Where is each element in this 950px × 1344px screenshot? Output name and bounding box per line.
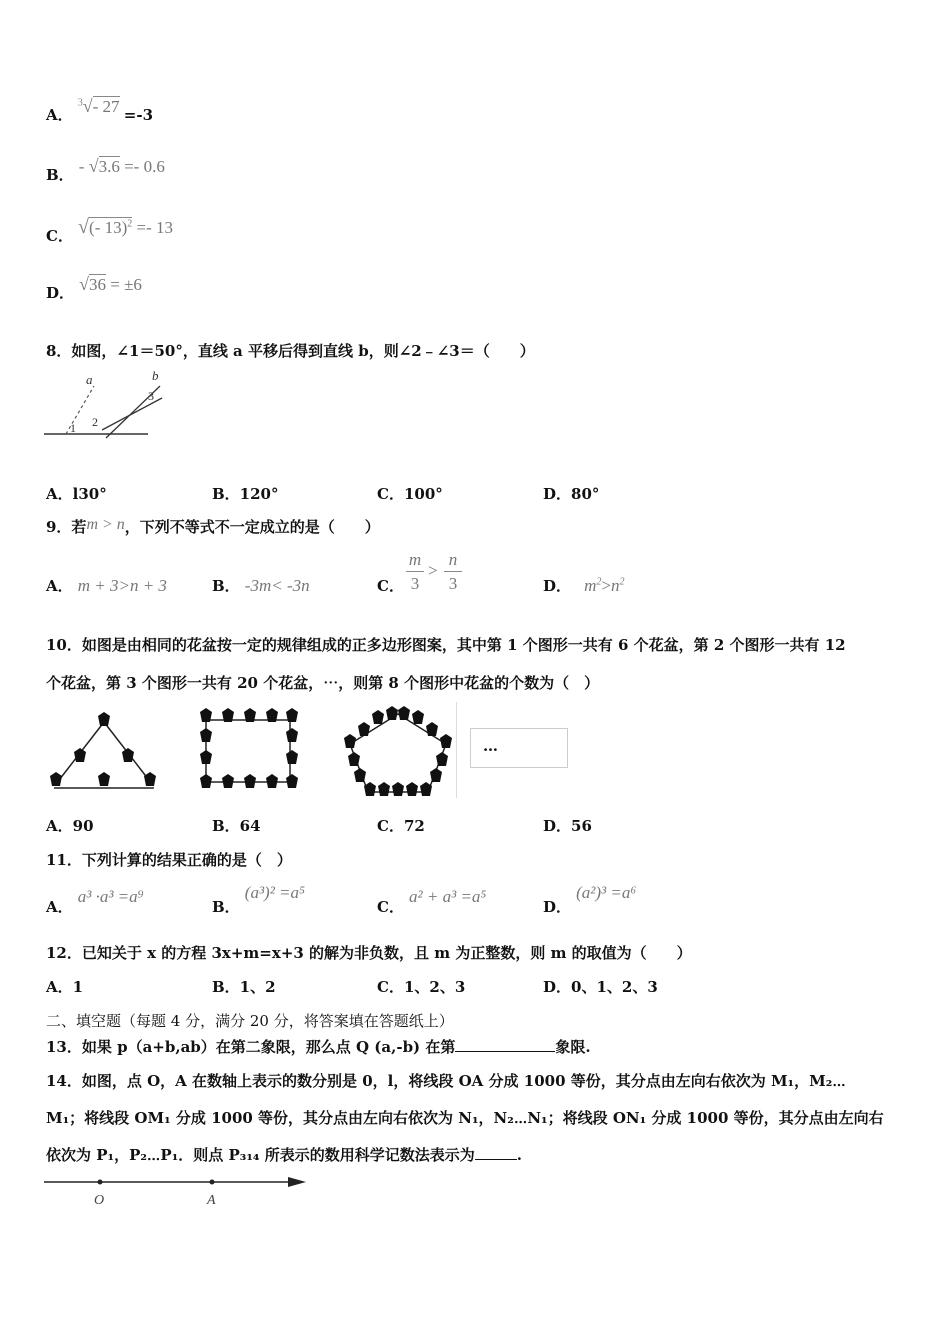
q11-option-b: B． (a³)² =a⁵ bbox=[212, 883, 305, 916]
q8-option-a: A．l30° bbox=[46, 485, 107, 503]
flower-pot-icon bbox=[98, 772, 110, 786]
q9-stem: 9．若m > n，下列不等式不一定成立的是（ ） bbox=[46, 516, 380, 536]
label-a: a bbox=[86, 372, 93, 387]
q12-stem: 12．已知关于 x 的方程 3x+m=x+3 的解为非负数，且 m 为正整数，则 m 的取值为（ ） bbox=[46, 944, 692, 962]
label-a: A bbox=[207, 1193, 216, 1208]
q10-option-c: C．72 bbox=[377, 817, 425, 835]
q11-option-a: A． a³ ·a³ =a⁹ bbox=[46, 887, 144, 916]
answer-blank[interactable] bbox=[455, 1037, 555, 1052]
option-letter: A． bbox=[46, 106, 73, 124]
q14-line1: 14．如图，点 O，A 在数轴上表示的数分别是 0，l，将线段 OA 分成 1000 等份，其分点由左向右依次为 M₁，M₂⋯ bbox=[46, 1072, 846, 1090]
flower-pot-icon bbox=[98, 712, 110, 726]
q14-line2: M₁；将线段 OM₁ 分成 1000 等份，其分点由左向右依次为 N₁，N₂⋯N₁；将线段 ON₁ 分成 1000 等份，其分点由左向右 bbox=[46, 1109, 884, 1127]
label-o: O bbox=[94, 1193, 105, 1208]
q10-option-a: A．90 bbox=[46, 817, 94, 835]
arrow-right-icon bbox=[288, 1177, 306, 1187]
q10-option-b: B．64 bbox=[212, 817, 261, 835]
q11-option-d: D． (a²)³ =a⁶ bbox=[543, 883, 637, 916]
flower-pot-icon bbox=[122, 748, 134, 762]
q7-option-b bbox=[46, 156, 165, 185]
q14-line3: 依次为 P₁，P₂⋯P₁．则点 P₃₁₄ 所表示的数用科学记数法表示为 . bbox=[46, 1146, 522, 1164]
q10-option-d: D．56 bbox=[543, 817, 592, 835]
q9-option-d: D． $m^2>n^2$ bbox=[543, 576, 625, 595]
sqrt-expr: √36 = ±6 bbox=[79, 274, 142, 294]
sqrt-expr: √(- 13)$^2$ =- 13 bbox=[78, 216, 174, 238]
answer-blank[interactable] bbox=[475, 1145, 517, 1160]
q11-option-c: C． a² + a³ =a⁵ bbox=[377, 887, 487, 916]
q8-option-d: D．80° bbox=[543, 485, 600, 503]
q9-option-c: C． bbox=[377, 577, 404, 595]
q13-stem: 13．如果 p（a+b,ab）在第二象限，那么点 Q (a,-b) 在第 象限. bbox=[46, 1038, 591, 1056]
q7-option-c bbox=[46, 216, 174, 247]
q12-option-c: C．1、2、3 bbox=[377, 978, 466, 996]
flower-pot-icon bbox=[50, 772, 62, 786]
q10-triangle-figure bbox=[44, 710, 160, 794]
q10-ellipsis-box: … bbox=[470, 728, 568, 768]
label-angle-2: 2 bbox=[92, 415, 98, 429]
q9-option-c-fractions: m 3 > n 3 bbox=[406, 550, 466, 594]
label-angle-1: 1 bbox=[70, 421, 76, 435]
sqrt-expr: - √3.6 =- 0.6 bbox=[78, 156, 165, 176]
flower-pot-icon bbox=[74, 748, 86, 762]
q7-option-a: A． $^3$√- 27 =-3 bbox=[46, 96, 154, 124]
q14-number-line bbox=[44, 1172, 310, 1208]
q8-option-b: B．120° bbox=[212, 485, 279, 503]
cube-root-expr: $^3$√- 27 bbox=[77, 96, 120, 116]
q9-option-a: A． m + 3>n + 3 bbox=[46, 576, 167, 595]
option-letter: C． bbox=[46, 227, 73, 245]
divider bbox=[456, 702, 457, 798]
q12-option-b: B．1、2 bbox=[212, 978, 276, 996]
q11-stem: 11．下列计算的结果正确的是（ ） bbox=[46, 851, 292, 869]
q7-option-d bbox=[46, 274, 142, 303]
q12-option-d: D．0、1、2、3 bbox=[543, 978, 658, 996]
q10-square-figure bbox=[196, 708, 300, 794]
q8-stem: 8．如图，∠1＝50°，直线 a 平移后得到直线 b，则∠2﹣∠3＝（ ） bbox=[46, 342, 535, 360]
q8-option-c: C．100° bbox=[377, 485, 443, 503]
q10-stem-line1: 10．如图是由相同的花盆按一定的规律组成的正多边形图案，其中第 1 个图形一共有 6 个花盆，第 2 个图形一共有 12 bbox=[46, 636, 846, 654]
section-heading: 二、填空题（每题 4 分，满分 20 分，将答案填在答题纸上） bbox=[46, 1012, 454, 1030]
option-letter: D． bbox=[46, 284, 75, 302]
q12-option-a: A．1 bbox=[46, 978, 84, 996]
q9-option-b: B． -3m< -3n bbox=[212, 576, 310, 595]
flower-pot-icon bbox=[144, 772, 156, 786]
q10-pentagon-figure bbox=[338, 700, 458, 800]
label-angle-3: 3 bbox=[148, 389, 154, 403]
option-letter: B． bbox=[46, 166, 74, 184]
q10-stem-line2: 个花盆，第 3 个图形一共有 20 个花盆，⋯，则第 8 个图形中花盆的个数为（ ） bbox=[46, 674, 600, 692]
label-b: b bbox=[152, 368, 159, 383]
q8-figure bbox=[44, 368, 164, 444]
